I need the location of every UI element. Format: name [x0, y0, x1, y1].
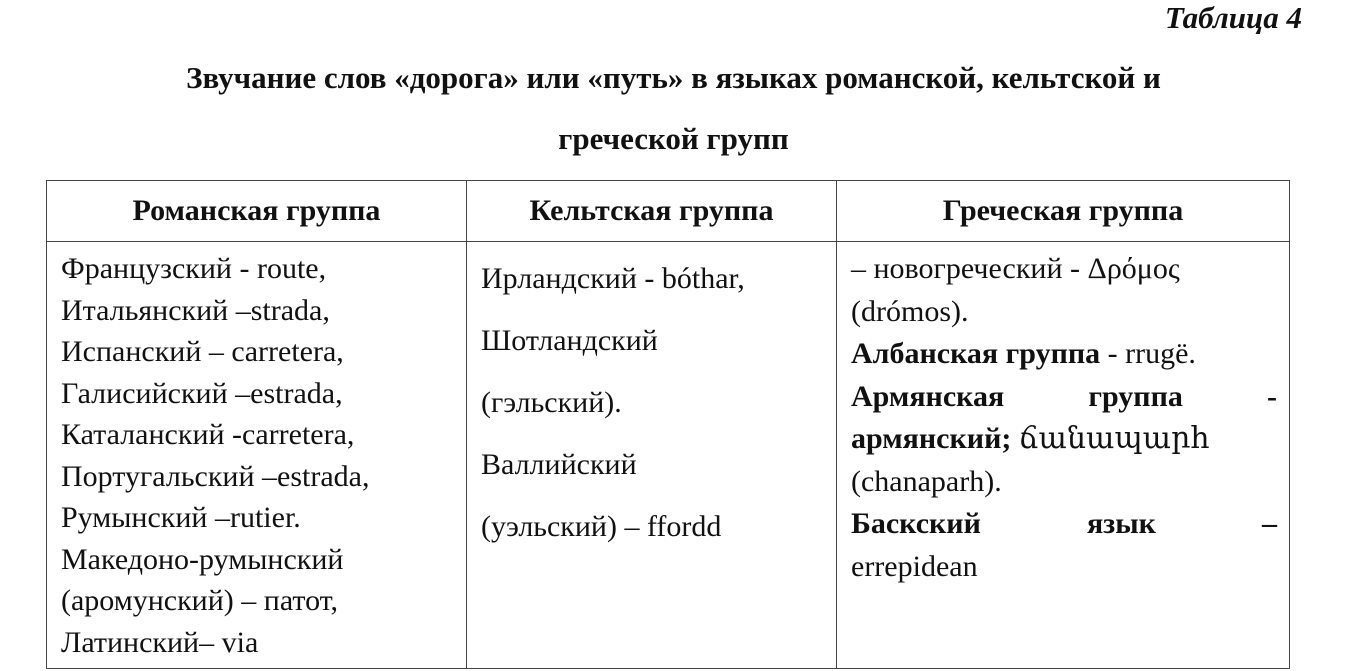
romance-line: Галисийский –estrada, [61, 376, 343, 410]
basque-dash: – [1262, 507, 1278, 540]
armenian-dash: - [1267, 379, 1277, 413]
armenian-lang-line [851, 418, 1277, 461]
romance-cell [47, 242, 467, 669]
greek-line: – новогреческий - Δρόμος [851, 252, 1180, 285]
romance-line: Испанский – carretera, [61, 335, 344, 368]
romance-line: Македоно-румынский [61, 542, 344, 576]
language-table [46, 180, 1290, 669]
celtic-line: Ирландский - bóthar, [481, 262, 745, 295]
romance-line: Португальский –estrada, [61, 459, 370, 493]
greek-line: (drómos). [851, 294, 969, 328]
content-row [47, 242, 1290, 669]
armenian-word: ճանապարհ [1011, 422, 1210, 455]
armenian-word-2: группа [1088, 379, 1183, 413]
header-romance: Романская группа [47, 181, 467, 242]
basque-word-1: Баскский [851, 507, 981, 540]
romance-line: Каталанский -carretera, [61, 418, 355, 451]
albanian-line [851, 333, 1277, 376]
page-title-line-2: греческой групп [558, 121, 789, 156]
armenian-lang: армянский; [851, 422, 1012, 455]
basque-word-2: язык [1086, 507, 1156, 540]
celtic-line: (гэльский). [481, 386, 622, 419]
celtic-line: Валлийский [481, 448, 637, 481]
basque-word: errepidean [851, 549, 978, 583]
greek-cell [837, 242, 1290, 669]
albanian-label: Албанская группа [851, 337, 1101, 370]
table-label: Таблица 4 [1164, 0, 1302, 35]
armenian-word-1: Армянская [851, 379, 1005, 413]
celtic-cell [467, 242, 837, 669]
header-greek: Греческая группа [837, 181, 1290, 242]
header-celtic: Кельтская группа [467, 181, 837, 242]
romance-line: Румынский –rutier. [61, 501, 301, 534]
romance-line: Итальянский –strada, [61, 293, 330, 327]
basque-line [851, 503, 1277, 546]
celtic-line: Шотландский [481, 324, 658, 357]
armenian-line [851, 376, 1277, 419]
romance-line: Французский - route, [61, 252, 327, 285]
celtic-line: (уэльский) – ffordd [481, 510, 722, 543]
romance-line: (аромунский) – патот, [61, 584, 339, 617]
romance-line: Латинский– via [61, 625, 259, 659]
page-title-line-1: Звучание слов «дорога» или «путь» в языках романской, кельтской и [186, 60, 1161, 95]
armenian-translit: (chanaparh). [851, 464, 1002, 498]
albanian-word: - rrugë. [1100, 337, 1196, 370]
header-row [47, 181, 1290, 242]
